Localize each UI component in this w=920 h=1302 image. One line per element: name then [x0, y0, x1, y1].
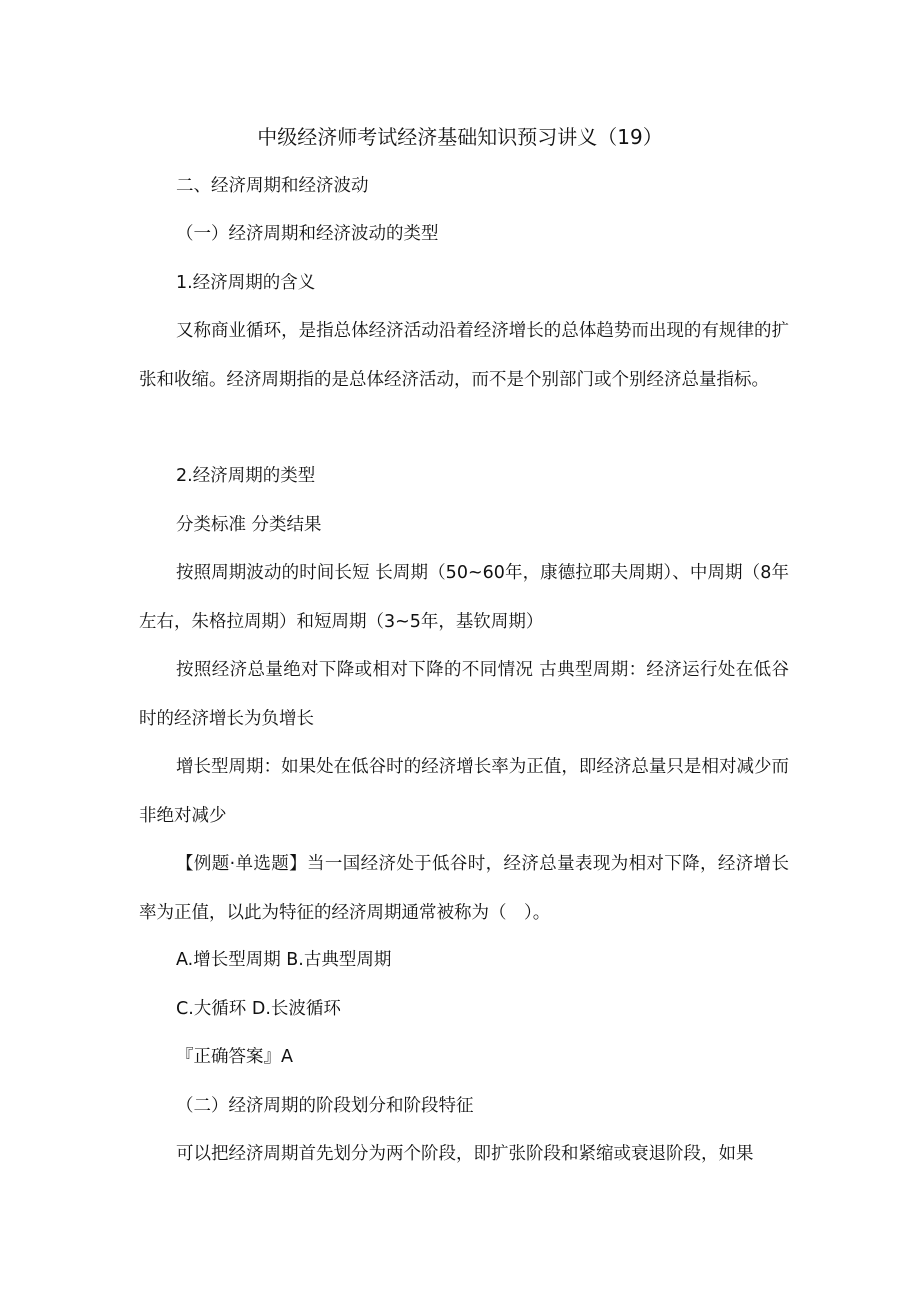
- paragraph-options-ab: A.增长型周期 B.古典型周期: [176, 950, 392, 970]
- paragraph-definition: 又称商业循环，是指总体经济活动沿着经济增长的总体趋势而出现的有规律的扩张和收缩。经济周期指的是总体经济活动，而不是个别部门或个别经济总量指标。: [139, 321, 789, 390]
- item-heading-meaning: 1.经济周期的含义: [176, 273, 316, 293]
- paragraph-by-duration: 按照周期波动的时间长短 长周期（50~60年，康德拉耶夫周期）、中周期（8年左右，朱格拉周期）和短周期（3~5年，基钦周期）: [139, 563, 789, 632]
- paragraph-by-decline: 按照经济总量绝对下降或相对下降的不同情况 古典型周期：经济运行处在低谷时的经济增长为负增长: [139, 660, 789, 729]
- item-heading-cycle-types: 2.经济周期的类型: [176, 466, 316, 486]
- section-heading-economic-cycle: 二、经济周期和经济波动: [176, 176, 369, 196]
- subsection-heading-stages: （二）经济周期的阶段划分和阶段特征: [176, 1096, 474, 1116]
- paragraph-options-cd: C.大循环 D.长波循环: [176, 999, 341, 1019]
- paragraph-stages-intro: 可以把经济周期首先划分为两个阶段，即扩张阶段和紧缩或衰退阶段，如果: [176, 1144, 754, 1164]
- paragraph-growth-cycle: 增长型周期：如果处在低谷时的经济增长率为正值，即经济总量只是相对减少而非绝对减少: [139, 757, 789, 826]
- paragraph-classification-header: 分类标准 分类结果: [176, 515, 322, 535]
- paragraph-correct-answer: 『正确答案』A: [176, 1047, 293, 1067]
- document-title: 中级经济师考试经济基础知识预习讲义（19）: [257, 125, 663, 149]
- paragraph-example-question: 【例题·单选题】当一国经济处于低谷时，经济总量表现为相对下降，经济增长率为正值，以此为特征的经济周期通常被称为（ ）。: [139, 854, 789, 923]
- subsection-heading-types: （一）经济周期和经济波动的类型: [176, 224, 439, 244]
